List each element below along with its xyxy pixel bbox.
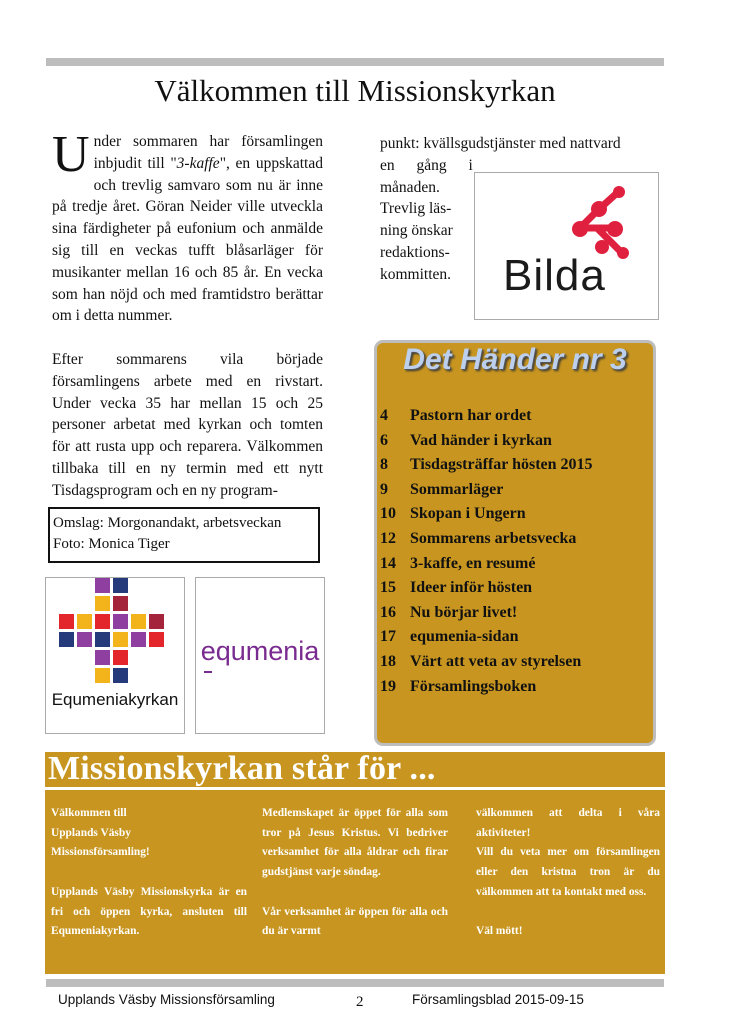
toc-page-number: 10 [380, 505, 396, 523]
article-para-2: Efter sommarens vila började församlingens arbete med en rivstart. Under vecka 35 har mellan 15 och 25 personer arbetat med kyrkan och tomten för att rusta upp och reparera. Välkommen tillbaka till en ny termin med ett nytt Tisdagsprogram och en ny program- [52, 350, 323, 499]
emphasis-3-kaffe: 3-kaffe [176, 154, 220, 172]
mission-para: Vill du veta mer om församlingen eller den kristna tron är du välkommen att ta kontakt med oss. [476, 846, 660, 898]
toc-item[interactable] [380, 478, 593, 503]
toc-label: Församlingsboken [410, 677, 537, 695]
toc-page-number: 14 [380, 554, 396, 572]
col2-line: redaktions- [380, 243, 450, 261]
mission-para: Välkommen till Upplands Väsby Missionsförsamling! [51, 807, 150, 859]
toc-box [374, 340, 656, 746]
article-col-1 [52, 126, 323, 502]
toc-item[interactable] [380, 576, 593, 601]
toc-label: 3-kaffe, en resumé [410, 554, 536, 572]
mission-statement-rule [45, 787, 665, 790]
toc-label: Vad händer i kyrkan [410, 431, 552, 449]
bilda-logo [474, 172, 659, 320]
toc-list [380, 404, 593, 699]
mission-col-3 [476, 804, 660, 942]
col2-line: kommitten. [380, 265, 452, 283]
equmeniakyrkan-logo [45, 577, 185, 734]
mission-statement-title: Missionskyrkan står för ... [48, 750, 436, 787]
toc-page-number: 4 [380, 407, 388, 424]
toc-label: Ideer inför hösten [410, 579, 533, 597]
footer-right: Församlingsblad 2015-09-15 [412, 992, 584, 1007]
toc-item[interactable] [380, 404, 593, 429]
toc-item[interactable] [380, 675, 593, 700]
equmenia-wordmark: equmenia [200, 636, 320, 666]
footer-page-number: 2 [356, 994, 364, 1010]
equmeniakyrkan-wordmark: Equmeniakyrkan [51, 690, 179, 709]
toc-item[interactable] [380, 650, 593, 675]
top-rule [46, 58, 664, 66]
toc-item[interactable] [380, 527, 593, 552]
mission-para: Vår verksamhet är öppen för alla och du är varmt [262, 905, 448, 938]
toc-page-number: 19 [380, 677, 396, 695]
mission-col-1 [51, 804, 247, 942]
mission-para: välkommen att delta i våra aktiviteter! [476, 807, 660, 839]
mission-para: Medlemskapet är öppet för alla som tror på Jesus Kristus. Vi bedriver verksamhet för alla åldrar och firar gudstjänst varje söndag. [262, 807, 448, 879]
footer-left: Upplands Väsby Missionsförsamling [58, 992, 275, 1007]
page-title: Välkommen till Missionskyrkan [154, 73, 556, 108]
mission-para: Väl mött! [476, 925, 523, 938]
mission-para: Upplands Väsby Missionskyrka är en fri och öppen kyrka, ansluten till Equmeniakyrkan. [51, 885, 247, 938]
toc-page-number: 15 [380, 579, 396, 597]
mission-col-2 [262, 804, 448, 942]
toc-page-number: 6 [380, 431, 388, 449]
col2-line: månaden. [380, 178, 440, 196]
cover-caption [48, 507, 320, 563]
toc-page-number: 9 [380, 480, 388, 498]
col2-line: ning önskar [380, 222, 453, 240]
toc-item[interactable] [380, 502, 593, 527]
toc-item[interactable] [380, 601, 593, 626]
col2-line: punkt: kvällsgudstjänster med nattvard [380, 135, 621, 152]
toc-label: Sommarläger [410, 480, 504, 498]
equmenia-cross-icon [204, 671, 212, 673]
col2-line: Trevlig läs- [380, 200, 452, 218]
toc-item[interactable] [380, 552, 593, 577]
mission-statement-box [45, 752, 665, 974]
toc-label: Pastorn har ordet [410, 407, 532, 424]
toc-item[interactable] [380, 453, 593, 478]
drop-cap: U [52, 126, 90, 183]
caption-line: Foto: Monica Tiger [53, 536, 170, 552]
equmenia-logo [195, 577, 325, 734]
toc-label: Nu börjar livet! [410, 603, 518, 621]
toc-label: Skopan i Ungern [410, 505, 526, 523]
toc-item[interactable] [380, 429, 593, 454]
article-para-1: Under sommaren har församlingen inbjudit till "3-kaffe", en uppskattad och trevlig samvaro som nu är inne på tredje året. Göran Neider ville utveckla sina färdigheter på eufonium och anmälde sig till en veckas tufft blåsarläger för musikanter mellan 16 och 85 år. En vecka som han nöjd och med framtidstro berättar om i detta nummer. [52, 126, 323, 325]
toc-page-number: 12 [380, 529, 396, 547]
toc-label: equmenia-sidan [410, 628, 519, 646]
col2-line: en gång i [380, 156, 473, 174]
toc-page-number: 17 [380, 628, 396, 646]
toc-page-number: 18 [380, 652, 396, 670]
toc-label: Tisdagsträffar hösten 2015 [410, 456, 593, 474]
toc-label: Värt att veta av styrelsen [410, 652, 582, 670]
toc-title: Det Händer nr 3 [403, 343, 627, 376]
toc-page-number: 16 [380, 603, 396, 621]
caption-line: Omslag: Morgonandakt, arbetsveckan [53, 515, 282, 531]
toc-item[interactable] [380, 625, 593, 650]
bottom-rule [46, 979, 664, 987]
bilda-wordmark: Bilda [503, 251, 606, 300]
toc-label: Sommarens arbetsvecka [410, 529, 577, 547]
toc-page-number: 8 [380, 456, 388, 474]
equmeniakyrkan-cross-icon [46, 578, 184, 688]
